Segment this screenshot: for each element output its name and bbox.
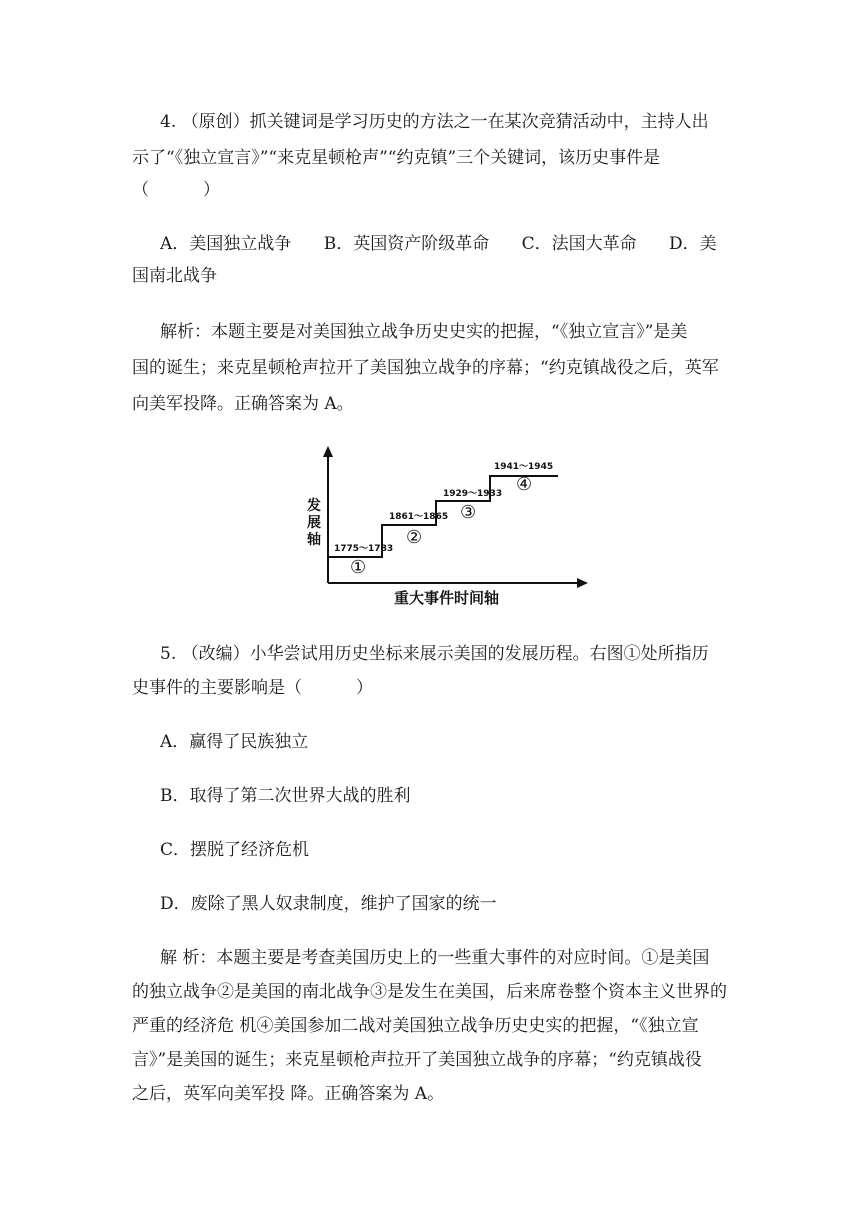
q5-option-c: C．摆脱了经济危机: [160, 840, 310, 860]
q5-option-a: A．赢得了民族独立: [160, 732, 309, 752]
y-axis-arrow-icon: [323, 446, 333, 457]
q4-options-line-1: A．美国独立战争 B．英国资产阶级革命 C．法国大革命 D．美: [160, 234, 717, 254]
q4-analysis-line-2: 国的诞生；来克星顿枪声拉开了美国独立战争的序幕；“约克镇战役之后，英军: [132, 358, 719, 378]
q5-analysis-line-5: 之后，英军向美军投 降。正确答案为 A。: [132, 1084, 445, 1104]
q5-option-d: D．废除了黑人奴隶制度，维护了国家的统一: [160, 894, 497, 914]
step-marker-1: ①: [350, 557, 367, 578]
step-period-label-1: 1775～1783: [334, 544, 394, 554]
step-period-label-2: 1861～1865: [389, 512, 449, 522]
us-development-diagram: [296, 440, 596, 615]
q4-stem-line-1: 4. （原创）抓关键词是学习历史的方法之一在某次竞猜活动中，主持人出: [160, 112, 709, 132]
step-marker-4: ④: [516, 474, 533, 495]
q5-analysis-line-2: 的独立战争②是美国的南北战争③是发生在美国，后来席卷整个资本主义世界的: [132, 982, 727, 1002]
x-axis-arrow-icon: [577, 578, 588, 588]
step-marker-2: ②: [406, 527, 423, 548]
q5-stem-line-1: 5. （改编）小华尝试用历史坐标来展示美国的发展历程。右图①处所指历: [160, 644, 709, 664]
y-axis-label-char-1: 发: [307, 498, 321, 514]
step-period-label-4: 1941～1945: [494, 462, 554, 472]
step-period-label-3: 1929～1933: [443, 489, 503, 499]
x-axis-label: 重大事件时间轴: [394, 589, 500, 607]
q4-analysis-line-1: 解析：本题主要是对美国独立战争历史史实的把握，“《独立宣言》”是美: [160, 322, 688, 342]
step-marker-3: ③: [460, 502, 477, 523]
q4-answer-blank: （ ）: [132, 180, 221, 200]
q5-option-b: B．取得了第二次世界大战的胜利: [160, 786, 411, 806]
q5-analysis-line-1: 解 析：本题主要是考查美国历史上的一些重大事件的对应时间。①是美国: [160, 948, 710, 968]
q4-stem-line-2: 示了“《独立宣言》”“来克星顿枪声”“约克镇”三个关键词，该历史事件是: [132, 148, 661, 168]
y-axis-label-char-2: 展: [307, 515, 321, 531]
q5-analysis-line-3: 严重的经济危 机④美国参加二战对美国独立战争历史史实的把握，“《独立宣: [132, 1016, 699, 1036]
q4-analysis-line-3: 向美军投降。正确答案为 A。: [132, 394, 354, 414]
q4-options-line-2: 国南北战争: [132, 266, 217, 286]
q5-stem-line-2: 史事件的主要影响是（ ）: [132, 678, 374, 698]
q5-analysis-line-4: 言》”是美国的诞生；来克星顿枪声拉开了美国独立战争的序幕；“约克镇战役: [132, 1050, 702, 1070]
y-axis-label-char-3: 轴: [307, 532, 321, 548]
